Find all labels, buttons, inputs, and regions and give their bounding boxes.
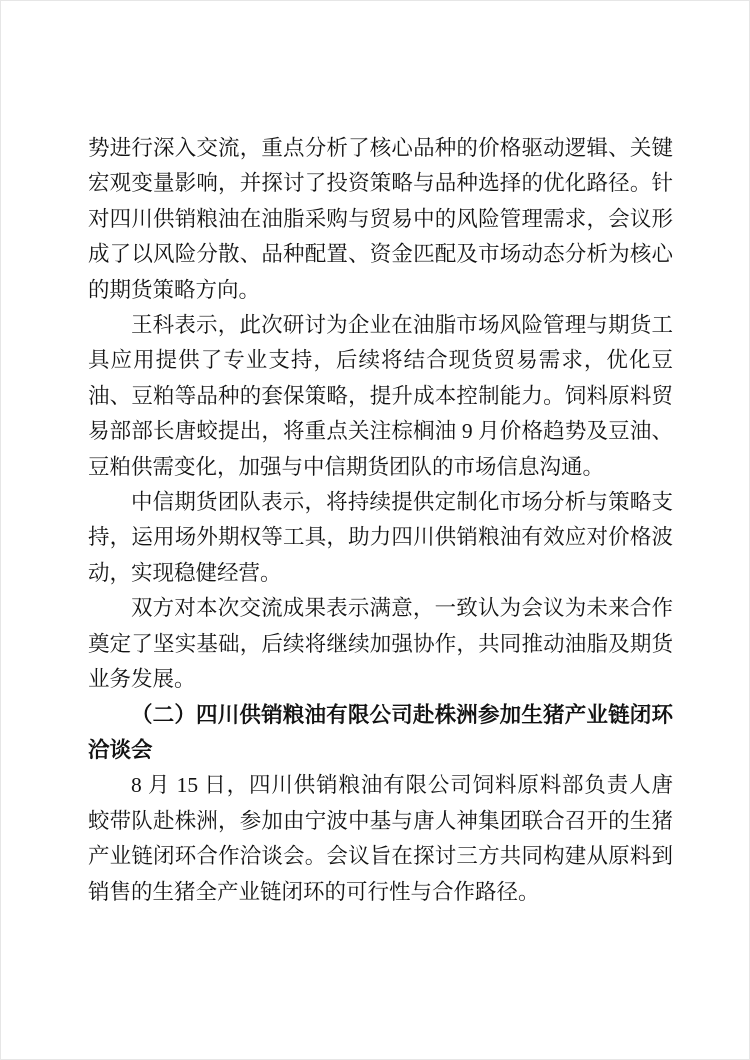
- section-heading: （二）四川供销粮油有限公司赴株洲参加生猪产业链闭环洽谈会: [88, 702, 673, 762]
- body-paragraph: 8 月 15 日，四川供销粮油有限公司饲料原料部负责人唐蛟带队赴株洲，参加由宁波中基与唐人神集团联合召开的生猪产业链闭环合作洽谈会。会议旨在探讨三方共同构建从原料到销售的生猪全产业链闭环的可行性与合作路径。: [88, 773, 673, 904]
- body-paragraph: 王科表示，此次研讨为企业在油脂市场风险管理与期货工具应用提供了专业支持，后续将结合现货贸易需求，优化豆油、豆粕等品种的套保策略，提升成本控制能力。饲料原料贸易部部长唐蛟提出，将重点关注棕榈油 9 月价格趋势及豆油、豆粕供需变化，加强与中信期货团队的市场信息沟通。: [88, 313, 673, 479]
- body-paragraph: 中信期货团队表示，将持续提供定制化市场分析与策略支持，运用场外期权等工具，助力四川供销粮油有效应对价格波动，实现稳健经营。: [88, 490, 673, 585]
- body-paragraph: 双方对本次交流成果表示满意，一致认为会议为未来合作奠定了坚实基础，后续将继续加强协作，共同推动油脂及期货业务发展。: [88, 596, 673, 692]
- document-body: [88, 131, 673, 910]
- body-paragraph-continuation: 势进行深入交流，重点分析了核心品种的价格驱动逻辑、关键宏观变量影响，并探讨了投资策略与品种选择的优化路径。针对四川供销粮油在油脂采购与贸易中的风险管理需求，会议形成了以风险分散、品种配置、资金匹配及市场动态分析为核心的期货策略方向。: [88, 136, 673, 302]
